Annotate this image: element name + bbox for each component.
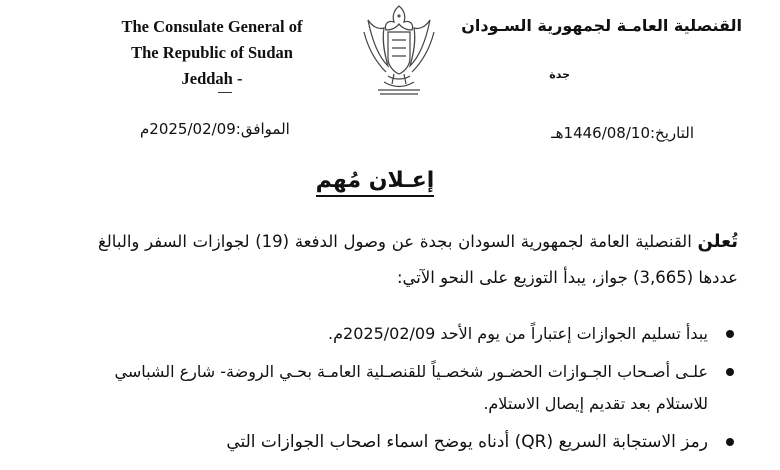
english-letterhead: [112, 14, 312, 92]
bullet-text: رمز الاستجابة السريع (QR) أدناه يوضح اسماء اصحاب الجوازات التي: [226, 432, 708, 452]
bullet-dot-icon: [726, 330, 734, 338]
bullet-text: علـى أصـحاب الجـوازات الحضـور شخصـياً للقنصـلية العامـة بحـي الروضة- شارع الشباسي للاستلام بعد تقديم إيصال الاستلام.: [114, 362, 708, 413]
gregorian-date: الموافق:2025/02/09م: [140, 120, 290, 138]
list-item: [98, 318, 738, 350]
notice-title: [300, 168, 450, 193]
notice-title-text: إعـلان مُهم: [316, 168, 435, 197]
letterhead-ar-line1: القنصلية العامـة لجمهورية السـودان: [461, 16, 742, 35]
arabic-letterhead: [422, 14, 742, 38]
notice-paragraph: [98, 224, 738, 296]
letterhead-en-line2: The Republic of Sudan: [131, 43, 293, 62]
notice-bullet-list: [98, 318, 738, 464]
letterhead-en-line3: Jeddah -: [181, 69, 243, 88]
bullet-text: يبدأ تسليم الجوازات إعتباراً من يوم الأحد 2025/02/09م.: [328, 324, 708, 343]
bullet-dot-icon: [726, 368, 734, 376]
list-item: [98, 356, 738, 420]
letterhead-ar-city: جدة: [549, 68, 570, 81]
notice-lead-word: تُعلن: [697, 231, 738, 252]
letterhead-en-line1: The Consulate General of: [121, 17, 303, 36]
hijri-date: التاريخ:1446/08/10هـ: [551, 124, 694, 142]
bullet-dot-icon: [726, 438, 734, 446]
notice-paragraph-text: القنصلية العامة لجمهورية السودان بجدة عن وصول الدفعة (19) لجوازات السفر والبالغ عددها (3,665) جواز، يبدأ التوزيع على النحو الآتي:: [98, 232, 738, 287]
city-underline: [218, 92, 232, 93]
list-item: [98, 426, 738, 458]
